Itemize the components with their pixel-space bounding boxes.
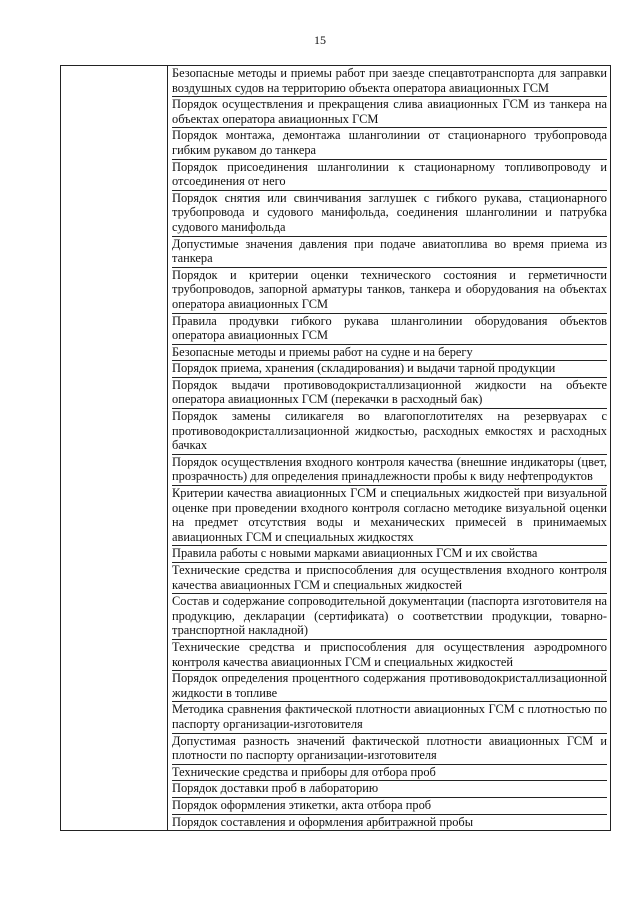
list-item: Правила продувки гибкого рукава шланголинии оборудования объектов оператора авиационных ГСМ xyxy=(172,314,607,345)
list-item: Порядок составления и оформления арбитражной пробы xyxy=(172,814,474,829)
empty-left-cell xyxy=(61,66,168,831)
list-item: Порядок выдачи противоводокристаллизационной жидкости на объекте оператора авиационных ГСМ (перекачки в расходный бак) xyxy=(172,378,607,409)
list-item: Порядок оформления этикетки, акта отбора проб xyxy=(172,798,607,815)
list-item: Допустимые значения давления при подаче авиатоплива во время приема из танкера xyxy=(172,237,607,268)
list-item: Технические средства и приспособления для осуществления аэродромного контроля качества авиационных ГСМ и специальных жидкостей xyxy=(172,640,607,671)
list-item: Допустимая разность значений фактической плотности авиационных ГСМ и плотности по паспорту организации-изготовителя xyxy=(172,734,607,765)
list-item: Порядок присоединения шланголинии к стационарному топливопроводу и отсоединения от него xyxy=(172,160,607,191)
list-item: Правила работы с новыми марками авиационных ГСМ и их свойства xyxy=(172,546,607,563)
list-item: Порядок снятия или свинчивания заглушек с гибкого рукава, стационарного трубопровода и судового манифольда, соединения шланголинии и патрубка судового манифольда xyxy=(172,191,607,237)
list-item: Порядок замены силикагеля во влагопоглотителях на резервуарах с противоводокристаллизационной жидкостью, расходных емкостях и расходных бачках xyxy=(172,409,607,455)
list-item: Порядок осуществления и прекращения слива авиационных ГСМ из танкера на объектах оператора авиационных ГСМ xyxy=(172,97,607,128)
list-item: Порядок и критерии оценки технического состояния и герметичности трубопроводов, запорной арматуры танков, танкера и оборудования на объектах оператора авиационных ГСМ xyxy=(172,268,607,314)
list-item: Порядок приема, хранения (складирования) и выдачи тарной продукции xyxy=(172,361,607,378)
list-item: Критерии качества авиационных ГСМ и специальных жидкостей при визуальной оценке при проведении входного контроля согласно методике визуальной оценки на предмет отсутствия воды и механических примесей в принимаемых авиационных ГСМ и специальных жидкостях xyxy=(172,486,607,546)
list-item: Безопасные методы и приемы работ на судне и на берегу xyxy=(172,345,607,362)
knowledge-table xyxy=(60,65,611,831)
list-item: Порядок осуществления входного контроля качества (внешние индикаторы (цвет, прозрачность) для определения принадлежности пробы к виду нефтепродуктов xyxy=(172,455,607,486)
page-number: 15 xyxy=(314,33,326,47)
list-item: Порядок доставки проб в лабораторию xyxy=(172,781,607,798)
list-item: Порядок определения процентного содержания противоводокристаллизационной жидкости в топливе xyxy=(172,671,607,702)
table-row xyxy=(61,66,611,831)
list-item: Технические средства и приборы для отбора проб xyxy=(172,765,607,782)
list-item: Безопасные методы и приемы работ при заезде спецавтотранспорта для заправки воздушных судов на территорию объекта оператора авиационных ГСМ xyxy=(172,66,607,97)
knowledge-list-cell xyxy=(168,66,611,831)
list-item: Методика сравнения фактической плотности авиационных ГСМ с плотностью по паспорту организации-изготовителя xyxy=(172,702,607,733)
list-item: Технические средства и приспособления для осуществления входного контроля качества авиационных ГСМ и специальных жидкостей xyxy=(172,563,607,594)
list-item: Состав и содержание сопроводительной документации (паспорта изготовителя на продукцию, декларации (сертификата) о соответствии продукции, товарно-транспортной накладной) xyxy=(172,594,607,640)
list-item: Порядок монтажа, демонтажа шланголинии от стационарного трубопровода гибким рукавом до танкера xyxy=(172,128,607,159)
